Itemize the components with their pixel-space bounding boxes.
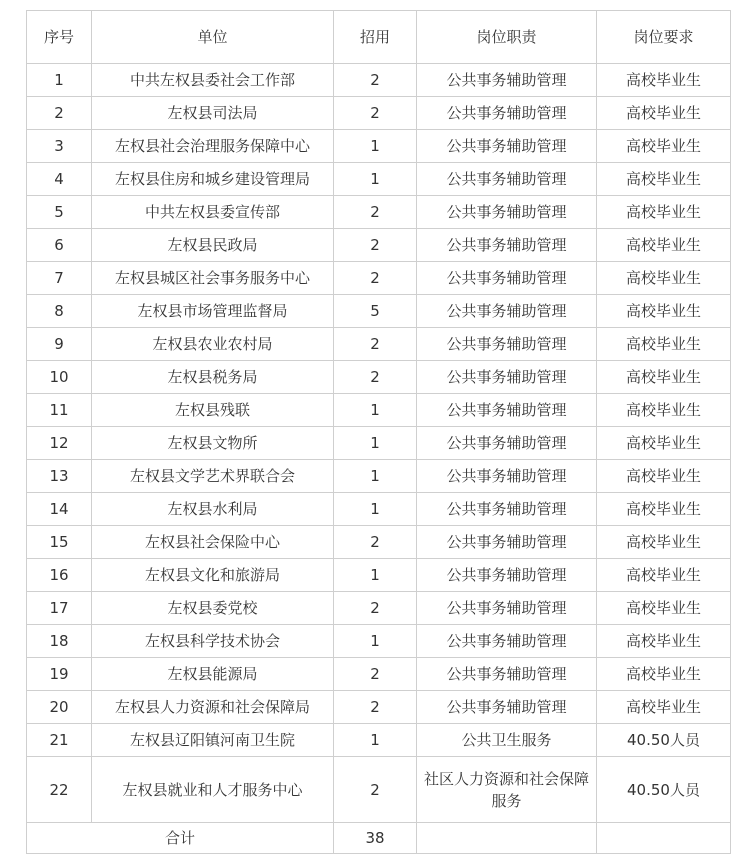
row-duty: 公共事务辅助管理	[417, 592, 597, 625]
row-duty: 公共事务辅助管理	[417, 658, 597, 691]
row-requirement: 40.50人员	[597, 757, 731, 823]
row-unit: 左权县水利局	[92, 493, 334, 526]
row-hires: 2	[334, 196, 417, 229]
row-requirement: 高校毕业生	[597, 526, 731, 559]
table-row	[27, 526, 731, 559]
row-hires: 1	[334, 625, 417, 658]
table-row	[27, 691, 731, 724]
row-index: 19	[27, 658, 92, 691]
table-row	[27, 97, 731, 130]
row-unit: 左权县民政局	[92, 229, 334, 262]
table-row	[27, 394, 731, 427]
row-unit: 左权县文学艺术界联合会	[92, 460, 334, 493]
row-duty: 公共事务辅助管理	[417, 163, 597, 196]
row-index: 14	[27, 493, 92, 526]
total-value: 38	[334, 823, 417, 854]
table-row	[27, 328, 731, 361]
row-hires: 2	[334, 328, 417, 361]
row-index: 10	[27, 361, 92, 394]
total-row	[27, 823, 731, 854]
header-unit: 单位	[92, 11, 334, 64]
row-duty: 公共事务辅助管理	[417, 130, 597, 163]
table-row	[27, 493, 731, 526]
row-hires: 2	[334, 262, 417, 295]
row-index: 16	[27, 559, 92, 592]
row-unit: 左权县税务局	[92, 361, 334, 394]
row-duty: 公共事务辅助管理	[417, 328, 597, 361]
row-hires: 2	[334, 229, 417, 262]
table-row	[27, 592, 731, 625]
row-duty: 公共事务辅助管理	[417, 196, 597, 229]
row-requirement: 高校毕业生	[597, 559, 731, 592]
row-index: 8	[27, 295, 92, 328]
row-duty: 公共卫生服务	[417, 724, 597, 757]
row-requirement: 高校毕业生	[597, 163, 731, 196]
header-index: 序号	[27, 11, 92, 64]
row-index: 12	[27, 427, 92, 460]
row-unit: 左权县人力资源和社会保障局	[92, 691, 334, 724]
row-hires: 1	[334, 394, 417, 427]
header-duty: 岗位职责	[417, 11, 597, 64]
row-requirement: 高校毕业生	[597, 361, 731, 394]
row-requirement: 高校毕业生	[597, 493, 731, 526]
row-index: 22	[27, 757, 92, 823]
row-index: 21	[27, 724, 92, 757]
row-duty: 公共事务辅助管理	[417, 361, 597, 394]
row-unit: 左权县城区社会事务服务中心	[92, 262, 334, 295]
row-requirement: 高校毕业生	[597, 295, 731, 328]
row-hires: 1	[334, 130, 417, 163]
table-row	[27, 724, 731, 757]
recruitment-table	[26, 10, 731, 854]
row-requirement: 高校毕业生	[597, 394, 731, 427]
table-row	[27, 295, 731, 328]
table-row	[27, 196, 731, 229]
row-requirement: 高校毕业生	[597, 625, 731, 658]
row-duty: 公共事务辅助管理	[417, 691, 597, 724]
row-duty: 公共事务辅助管理	[417, 460, 597, 493]
row-requirement: 高校毕业生	[597, 658, 731, 691]
row-hires: 2	[334, 658, 417, 691]
row-index: 11	[27, 394, 92, 427]
row-unit: 中共左权县委宣传部	[92, 196, 334, 229]
row-unit: 左权县文化和旅游局	[92, 559, 334, 592]
table-row	[27, 427, 731, 460]
row-hires: 1	[334, 163, 417, 196]
table-row	[27, 229, 731, 262]
row-unit: 左权县辽阳镇河南卫生院	[92, 724, 334, 757]
row-hires: 1	[334, 460, 417, 493]
row-unit: 左权县科学技术协会	[92, 625, 334, 658]
row-requirement: 高校毕业生	[597, 691, 731, 724]
row-duty: 公共事务辅助管理	[417, 262, 597, 295]
row-duty: 公共事务辅助管理	[417, 229, 597, 262]
row-hires: 1	[334, 724, 417, 757]
row-duty: 公共事务辅助管理	[417, 64, 597, 97]
table-footer	[27, 823, 731, 854]
table-row	[27, 625, 731, 658]
row-index: 17	[27, 592, 92, 625]
row-requirement: 高校毕业生	[597, 592, 731, 625]
row-index: 5	[27, 196, 92, 229]
row-requirement: 高校毕业生	[597, 328, 731, 361]
row-unit: 左权县就业和人才服务中心	[92, 757, 334, 823]
row-hires: 2	[334, 64, 417, 97]
row-unit: 左权县市场管理监督局	[92, 295, 334, 328]
row-hires: 2	[334, 691, 417, 724]
row-duty: 公共事务辅助管理	[417, 625, 597, 658]
row-requirement: 高校毕业生	[597, 130, 731, 163]
row-unit: 左权县文物所	[92, 427, 334, 460]
row-unit: 左权县社会治理服务保障中心	[92, 130, 334, 163]
table-body	[27, 64, 731, 823]
row-unit: 中共左权县委社会工作部	[92, 64, 334, 97]
row-index: 7	[27, 262, 92, 295]
table-row	[27, 559, 731, 592]
row-unit: 左权县能源局	[92, 658, 334, 691]
row-index: 4	[27, 163, 92, 196]
row-duty: 公共事务辅助管理	[417, 394, 597, 427]
row-requirement: 高校毕业生	[597, 229, 731, 262]
table-header	[27, 11, 731, 64]
row-hires: 2	[334, 526, 417, 559]
row-hires: 5	[334, 295, 417, 328]
row-index: 9	[27, 328, 92, 361]
row-requirement: 高校毕业生	[597, 427, 731, 460]
table-row	[27, 130, 731, 163]
header-requirement: 岗位要求	[597, 11, 731, 64]
row-hires: 1	[334, 493, 417, 526]
row-requirement: 高校毕业生	[597, 262, 731, 295]
table-row	[27, 64, 731, 97]
row-duty: 公共事务辅助管理	[417, 493, 597, 526]
row-unit: 左权县农业农村局	[92, 328, 334, 361]
row-requirement: 高校毕业生	[597, 64, 731, 97]
row-hires: 2	[334, 592, 417, 625]
row-index: 18	[27, 625, 92, 658]
row-unit: 左权县司法局	[92, 97, 334, 130]
total-label: 合计	[27, 823, 334, 854]
row-unit: 左权县委党校	[92, 592, 334, 625]
row-requirement: 40.50人员	[597, 724, 731, 757]
row-hires: 2	[334, 97, 417, 130]
row-unit: 左权县住房和城乡建设管理局	[92, 163, 334, 196]
row-hires: 1	[334, 559, 417, 592]
row-index: 13	[27, 460, 92, 493]
header-row	[27, 11, 731, 64]
header-hires: 招用	[334, 11, 417, 64]
row-hires: 2	[334, 757, 417, 823]
row-duty: 社区人力资源和社会保障服务	[417, 757, 597, 823]
row-duty: 公共事务辅助管理	[417, 295, 597, 328]
row-hires: 1	[334, 427, 417, 460]
total-empty-requirement	[597, 823, 731, 854]
row-index: 1	[27, 64, 92, 97]
row-duty: 公共事务辅助管理	[417, 427, 597, 460]
row-index: 6	[27, 229, 92, 262]
table-row	[27, 163, 731, 196]
table-row	[27, 757, 731, 823]
row-index: 15	[27, 526, 92, 559]
row-requirement: 高校毕业生	[597, 460, 731, 493]
row-duty: 公共事务辅助管理	[417, 526, 597, 559]
table-row	[27, 658, 731, 691]
row-requirement: 高校毕业生	[597, 196, 731, 229]
table-row	[27, 361, 731, 394]
row-duty: 公共事务辅助管理	[417, 559, 597, 592]
row-index: 3	[27, 130, 92, 163]
total-empty-duty	[417, 823, 597, 854]
row-unit: 左权县社会保险中心	[92, 526, 334, 559]
row-index: 20	[27, 691, 92, 724]
table-row	[27, 460, 731, 493]
row-requirement: 高校毕业生	[597, 97, 731, 130]
table-row	[27, 262, 731, 295]
row-index: 2	[27, 97, 92, 130]
row-unit: 左权县残联	[92, 394, 334, 427]
row-hires: 2	[334, 361, 417, 394]
row-duty: 公共事务辅助管理	[417, 97, 597, 130]
